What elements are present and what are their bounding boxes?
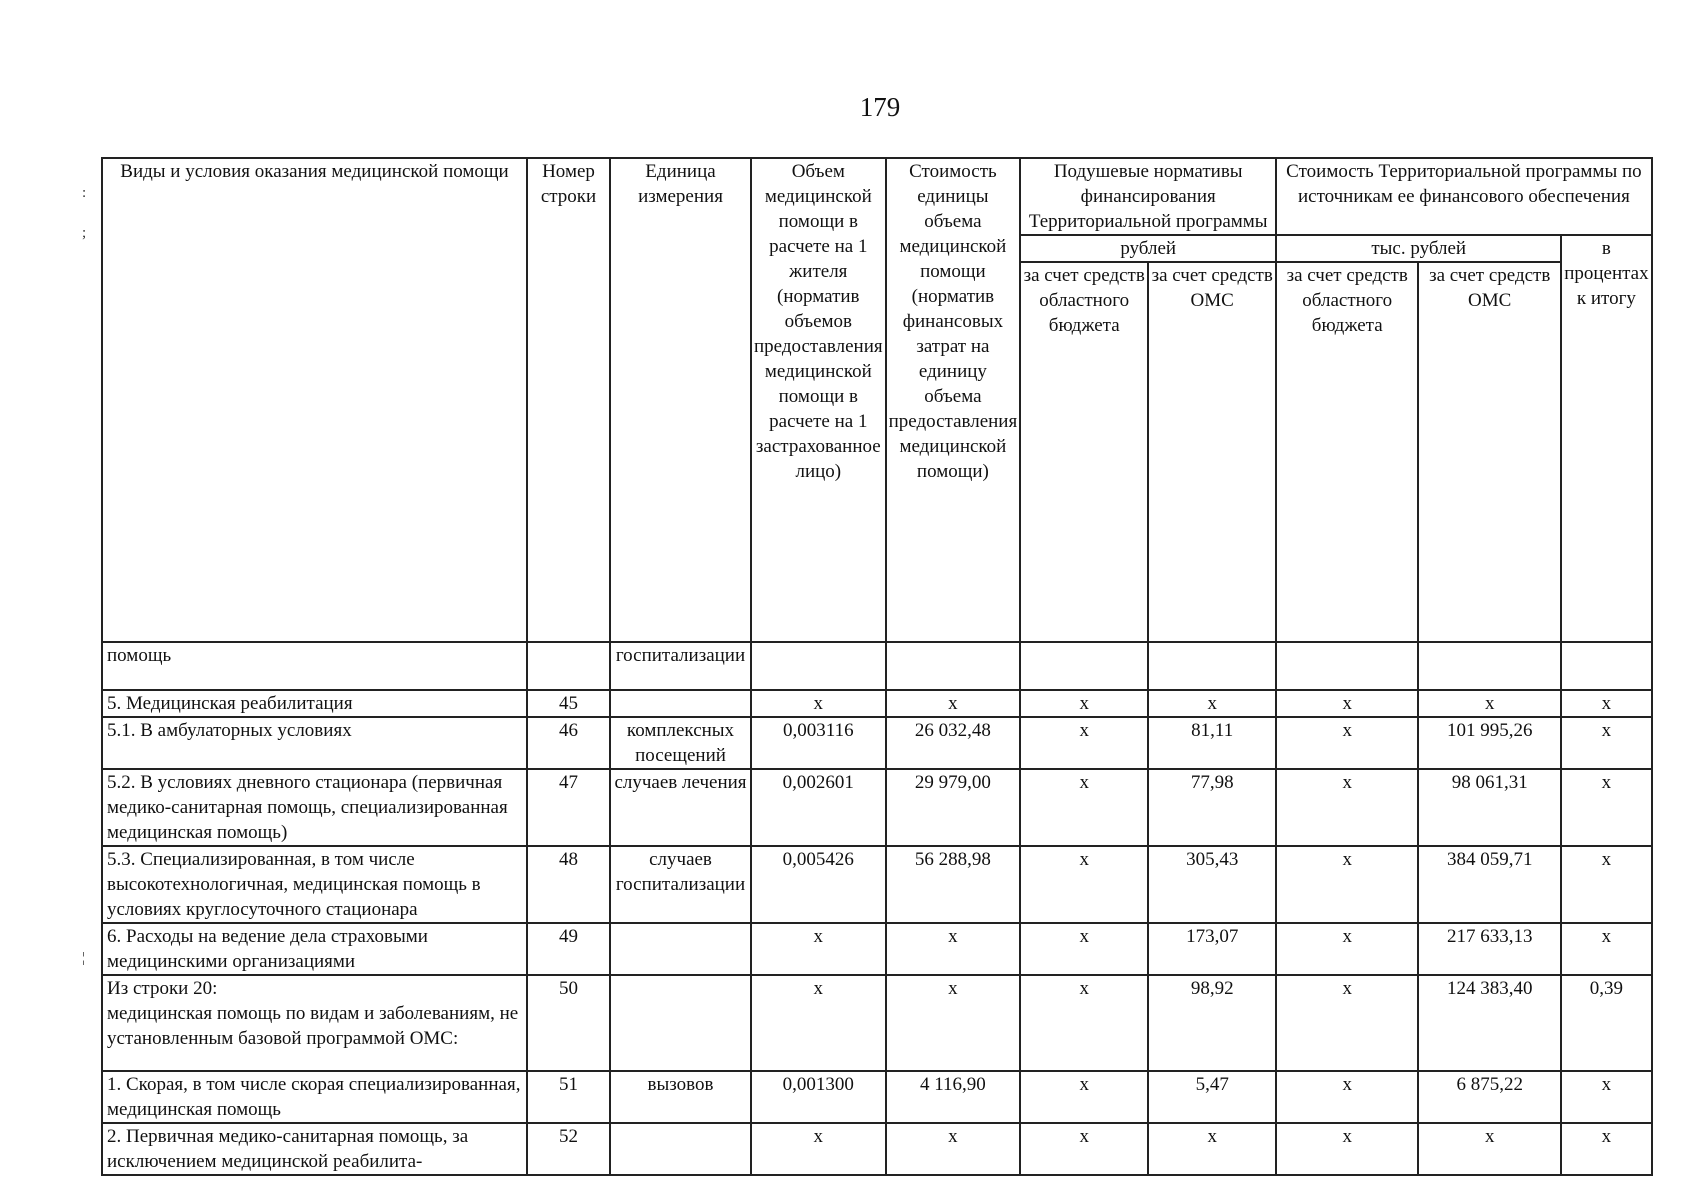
cell-name: 1. Скорая, в том числе скорая специализированная, медицинская помощь bbox=[102, 1071, 527, 1123]
cell-total-oms: 101 995,26 bbox=[1418, 717, 1561, 769]
cell-row-number: 45 bbox=[527, 690, 610, 717]
cell-norm-budget: х bbox=[1020, 769, 1148, 846]
cell-norm-oms: 77,98 bbox=[1148, 769, 1276, 846]
table-row bbox=[102, 717, 1652, 769]
cell-volume: 0,005426 bbox=[751, 846, 886, 923]
table-row bbox=[102, 1071, 1652, 1123]
cell-cost: 56 288,98 bbox=[886, 846, 1021, 923]
header-row-number: Номер строки bbox=[527, 158, 610, 642]
cell-norm-oms: 98,92 bbox=[1148, 975, 1276, 1071]
cell-norm-oms: х bbox=[1148, 1123, 1276, 1175]
cell-percent bbox=[1561, 642, 1651, 690]
cell-norm-budget: х bbox=[1020, 690, 1148, 717]
cell-percent: х bbox=[1561, 1071, 1651, 1123]
cell-volume: 0,003116 bbox=[751, 717, 886, 769]
header-row-1 bbox=[102, 158, 1652, 235]
cell-cost: х bbox=[886, 923, 1021, 975]
cell-unit bbox=[610, 975, 751, 1071]
financing-table bbox=[101, 157, 1653, 1176]
cell-total-budget: х bbox=[1276, 1071, 1418, 1123]
cell-row-number: 47 bbox=[527, 769, 610, 846]
table-row bbox=[102, 1123, 1652, 1175]
financing-table-wrapper bbox=[101, 157, 1653, 1176]
cell-total-budget: х bbox=[1276, 923, 1418, 975]
cell-unit: вызовов bbox=[610, 1071, 751, 1123]
margin-mark: : bbox=[82, 185, 87, 201]
cell-norm-oms: 81,11 bbox=[1148, 717, 1276, 769]
cell-volume: х bbox=[751, 690, 886, 717]
cell-norm-budget: х bbox=[1020, 923, 1148, 975]
table-row bbox=[102, 846, 1652, 923]
page-number: 179 bbox=[859, 92, 901, 122]
cell-total-budget: х bbox=[1276, 975, 1418, 1071]
cell-volume: х bbox=[751, 1123, 886, 1175]
table-row bbox=[102, 975, 1652, 1071]
cell-norm-budget: х bbox=[1020, 1071, 1148, 1123]
cell-volume: х bbox=[751, 923, 886, 975]
cell-cost: 4 116,90 bbox=[886, 1071, 1021, 1123]
cell-cost: х bbox=[886, 690, 1021, 717]
cell-total-oms: 6 875,22 bbox=[1418, 1071, 1561, 1123]
cell-cost: 26 032,48 bbox=[886, 717, 1021, 769]
cell-norm-oms: 305,43 bbox=[1148, 846, 1276, 923]
cell-norm-oms: 173,07 bbox=[1148, 923, 1276, 975]
table-row bbox=[102, 769, 1652, 846]
cell-volume: х bbox=[751, 975, 886, 1071]
cell-total-oms: х bbox=[1418, 690, 1561, 717]
cell-name: 5.3. Специализированная, в том числе высокотехнологичная, медицинская помощь в условиях круглосуточного стационара bbox=[102, 846, 527, 923]
cell-name: 6. Расходы на ведение дела страховыми медицинскими организациями bbox=[102, 923, 527, 975]
header-program-cost: Стоимость Территориальной программы по источникам ее финансового обеспечения bbox=[1276, 158, 1651, 235]
cell-row-number: 46 bbox=[527, 717, 610, 769]
cell-name: Из строки 20: медицинская помощь по видам и заболеваниям, не установленным базовой программой ОМС: bbox=[102, 975, 527, 1071]
cell-name: 5.2. В условиях дневного стационара (первичная медико-санитарная помощь, специализированная медицинская помощь) bbox=[102, 769, 527, 846]
cell-cost: х bbox=[886, 1123, 1021, 1175]
cell-row-number: 50 bbox=[527, 975, 610, 1071]
cell-percent: х bbox=[1561, 717, 1651, 769]
cell-total-oms: 124 383,40 bbox=[1418, 975, 1561, 1071]
cell-unit: случаев лечения bbox=[610, 769, 751, 846]
cell-total-budget: х bbox=[1276, 717, 1418, 769]
table-row bbox=[102, 690, 1652, 717]
cell-row-number: 51 bbox=[527, 1071, 610, 1123]
cell-total-oms: 384 059,71 bbox=[1418, 846, 1561, 923]
cell-name: помощь bbox=[102, 642, 527, 690]
cell-unit: комплексных посещений bbox=[610, 717, 751, 769]
cell-total-oms: х bbox=[1418, 1123, 1561, 1175]
cell-percent: х bbox=[1561, 1123, 1651, 1175]
header-per-capita-norms: Подушевые нормативы финансирования Территориальной программы bbox=[1020, 158, 1276, 235]
cell-total-oms: 98 061,31 bbox=[1418, 769, 1561, 846]
cell-total-oms: 217 633,13 bbox=[1418, 923, 1561, 975]
header-norm-regional-budget: за счет средств областного бюджета bbox=[1020, 262, 1148, 642]
cell-total-oms bbox=[1418, 642, 1561, 690]
cell-norm-budget: х bbox=[1020, 846, 1148, 923]
header-total-regional-budget: за счет средств областного бюджета bbox=[1276, 262, 1418, 642]
header-unit: Единица измерения bbox=[610, 158, 751, 642]
cell-volume: 0,001300 bbox=[751, 1071, 886, 1123]
margin-mark: ¦ bbox=[82, 950, 86, 966]
cell-unit bbox=[610, 690, 751, 717]
cell-percent: х bbox=[1561, 923, 1651, 975]
cell-volume: 0,002601 bbox=[751, 769, 886, 846]
table-row bbox=[102, 923, 1652, 975]
cell-row-number: 48 bbox=[527, 846, 610, 923]
header-norm-oms: за счет средств ОМС bbox=[1148, 262, 1276, 642]
cell-total-budget: х bbox=[1276, 690, 1418, 717]
header-cost: Стоимость единицы объема медицинской помощи (норматив финансовых затрат на единицу объема предоставления медицинской помощи) bbox=[886, 158, 1021, 642]
cell-name: 5.1. В амбулаторных условиях bbox=[102, 717, 527, 769]
cell-row-number: 49 bbox=[527, 923, 610, 975]
cell-unit: случаев госпитализации bbox=[610, 846, 751, 923]
cell-percent: х bbox=[1561, 690, 1651, 717]
cell-norm-budget: х bbox=[1020, 717, 1148, 769]
header-total-oms: за счет средств ОМС bbox=[1418, 262, 1561, 642]
cell-total-budget: х bbox=[1276, 769, 1418, 846]
header-percent: в процентах к итогу bbox=[1561, 235, 1651, 642]
cell-total-budget bbox=[1276, 642, 1418, 690]
header-unit-rubles: рублей bbox=[1020, 235, 1276, 262]
cell-percent: х bbox=[1561, 769, 1651, 846]
table-row bbox=[102, 642, 1652, 690]
cell-row-number bbox=[527, 642, 610, 690]
cell-unit bbox=[610, 1123, 751, 1175]
cell-total-budget: х bbox=[1276, 1123, 1418, 1175]
cell-cost bbox=[886, 642, 1021, 690]
cell-norm-oms: х bbox=[1148, 690, 1276, 717]
cell-name: 2. Первичная медико-санитарная помощь, за исключением медицинской реабилита- bbox=[102, 1123, 527, 1175]
cell-total-budget: х bbox=[1276, 846, 1418, 923]
header-volume: Объем медицинской помощи в расчете на 1 жителя (норматив объемов предоставления медицинской помощи в расчете на 1 застрахованное лицо) bbox=[751, 158, 886, 642]
cell-norm-budget bbox=[1020, 642, 1148, 690]
cell-volume bbox=[751, 642, 886, 690]
cell-unit: госпитализации bbox=[610, 642, 751, 690]
cell-unit bbox=[610, 923, 751, 975]
margin-mark: ; bbox=[82, 225, 87, 241]
cell-cost: 29 979,00 bbox=[886, 769, 1021, 846]
cell-norm-budget: х bbox=[1020, 1123, 1148, 1175]
cell-percent: 0,39 bbox=[1561, 975, 1651, 1071]
cell-norm-oms: 5,47 bbox=[1148, 1071, 1276, 1123]
cell-percent: х bbox=[1561, 846, 1651, 923]
cell-row-number: 52 bbox=[527, 1123, 610, 1175]
cell-name: 5. Медицинская реабилитация bbox=[102, 690, 527, 717]
cell-cost: х bbox=[886, 975, 1021, 1071]
header-types: Виды и условия оказания медицинской помощи bbox=[102, 158, 527, 642]
cell-norm-oms bbox=[1148, 642, 1276, 690]
header-unit-thousand-rubles: тыс. рублей bbox=[1276, 235, 1561, 262]
cell-norm-budget: х bbox=[1020, 975, 1148, 1071]
